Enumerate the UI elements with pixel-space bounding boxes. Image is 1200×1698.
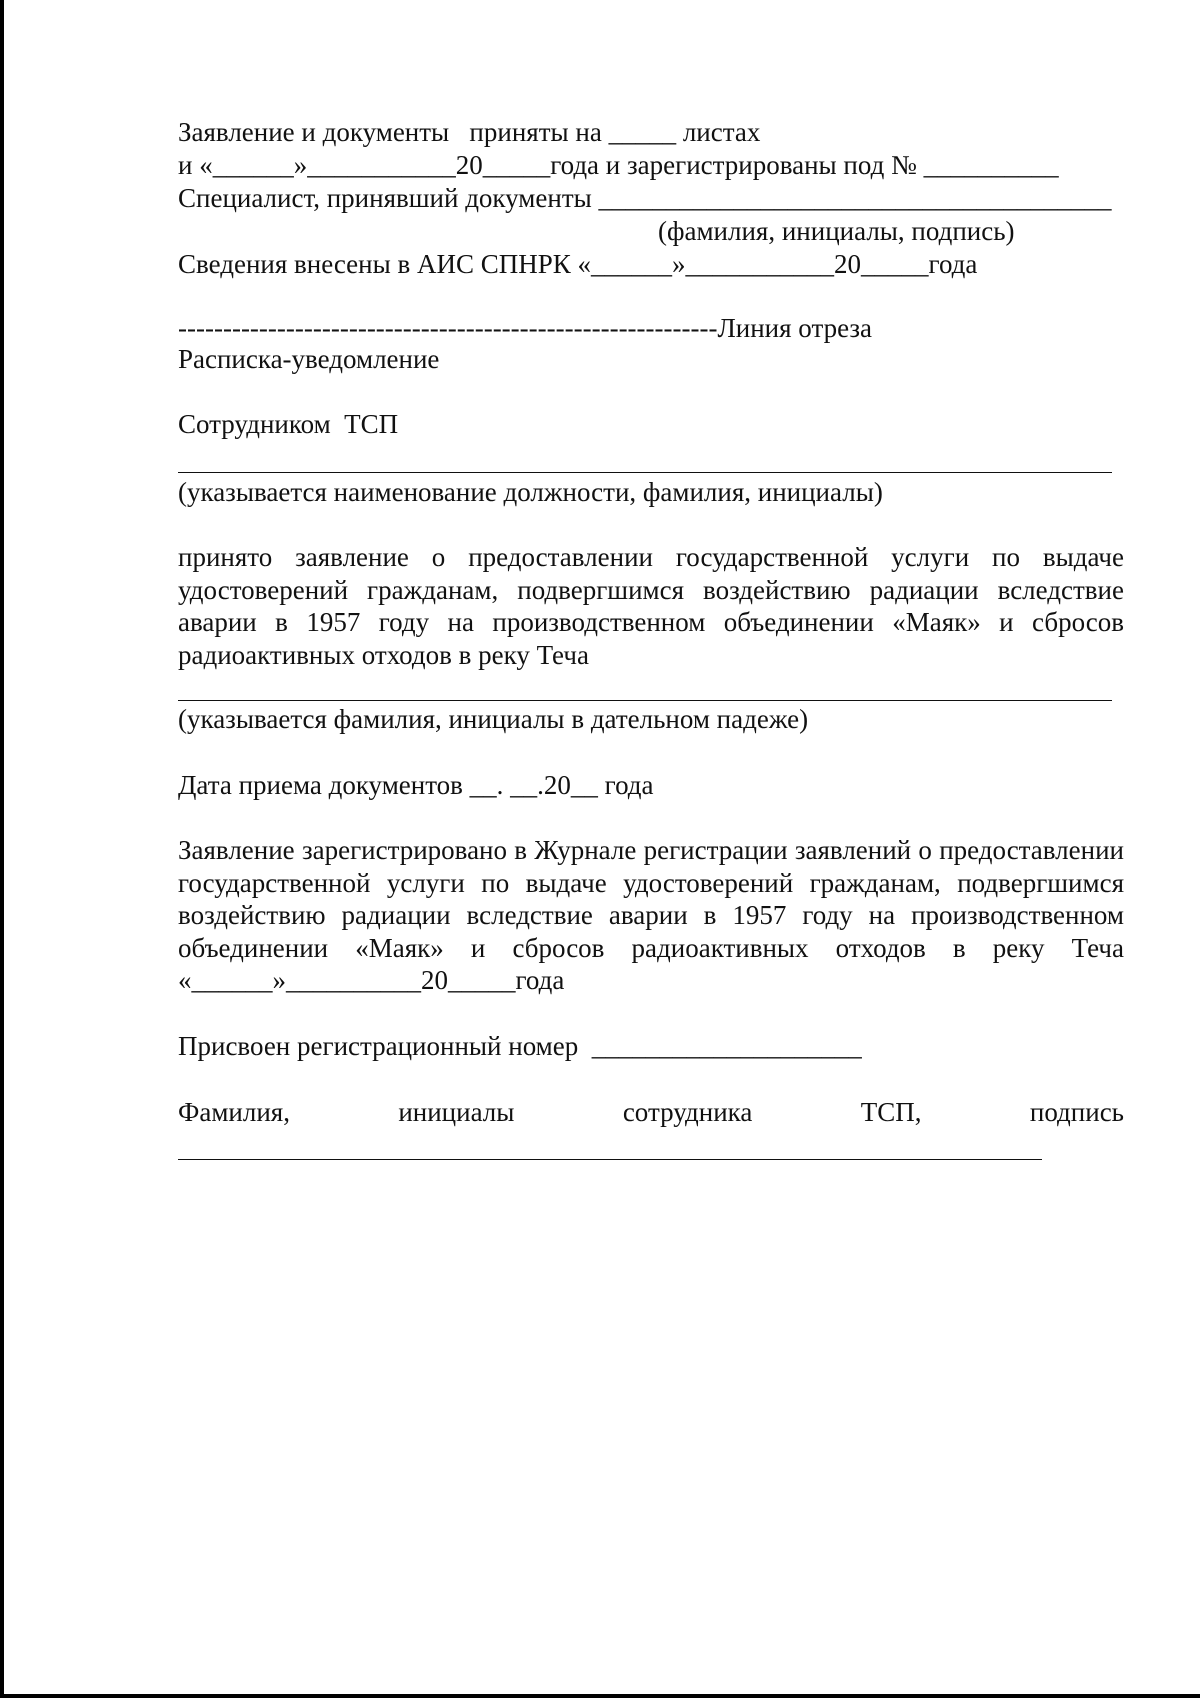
page-bottom-border bbox=[0, 1694, 1200, 1698]
page-left-border bbox=[0, 0, 4, 1698]
employee-underline bbox=[178, 472, 1112, 473]
ais-entry-line: Сведения внесены в АИС СПНРК «______»___________20_____года bbox=[178, 249, 978, 279]
applicant-underline bbox=[178, 700, 1112, 701]
employee-label: Сотрудником ТСП bbox=[178, 409, 399, 439]
cut-line: ------------------------------------------------------------Линия отреза bbox=[178, 313, 873, 343]
specialist-line: Специалист, принявший документы ______________________________________ bbox=[178, 183, 1112, 213]
employee-signature-label: Фамилия, инициалы сотрудника ТСП, подпись bbox=[178, 1097, 1124, 1127]
accepted-sheets-line: Заявление и документы приняты на _____ листах bbox=[178, 117, 761, 147]
specialist-hint: (фамилия, инициалы, подпись) bbox=[658, 216, 1015, 246]
journal-registration-statement: Заявление зарегистрировано в Журнале регистрации заявлений о предоставлении государственной услуги по выдаче удостоверений гражданам, подвергшимся воздействию радиации вследствие аварии в 1957 году на производственном объединении «Маяк» и сбросов радиоактивных отходов в реку Теча «______»__________20_____года bbox=[178, 835, 1124, 995]
signature-underline bbox=[178, 1159, 1042, 1160]
employee-hint: (указывается наименование должности, фамилия, инициалы) bbox=[178, 477, 883, 507]
accepted-statement: принято заявление о предоставлении государственной услуги по выдаче удостоверений гражданам, подвергшимся воздействию радиации вследствие аварии в 1957 году на производственном объединении «Маяк» и сбросов радиоактивных отходов в реку Теча bbox=[178, 542, 1124, 670]
receipt-title: Расписка-уведомление bbox=[178, 344, 440, 374]
registration-date-line: и «______»___________20_____года и зарегистрированы под № __________ bbox=[178, 150, 1059, 180]
reception-date-line: Дата приема документов __. __.20__ года bbox=[178, 770, 654, 800]
applicant-hint: (указывается фамилия, инициалы в дательном падеже) bbox=[178, 704, 809, 734]
registration-number-line: Присвоен регистрационный номер ____________________ bbox=[178, 1031, 862, 1061]
